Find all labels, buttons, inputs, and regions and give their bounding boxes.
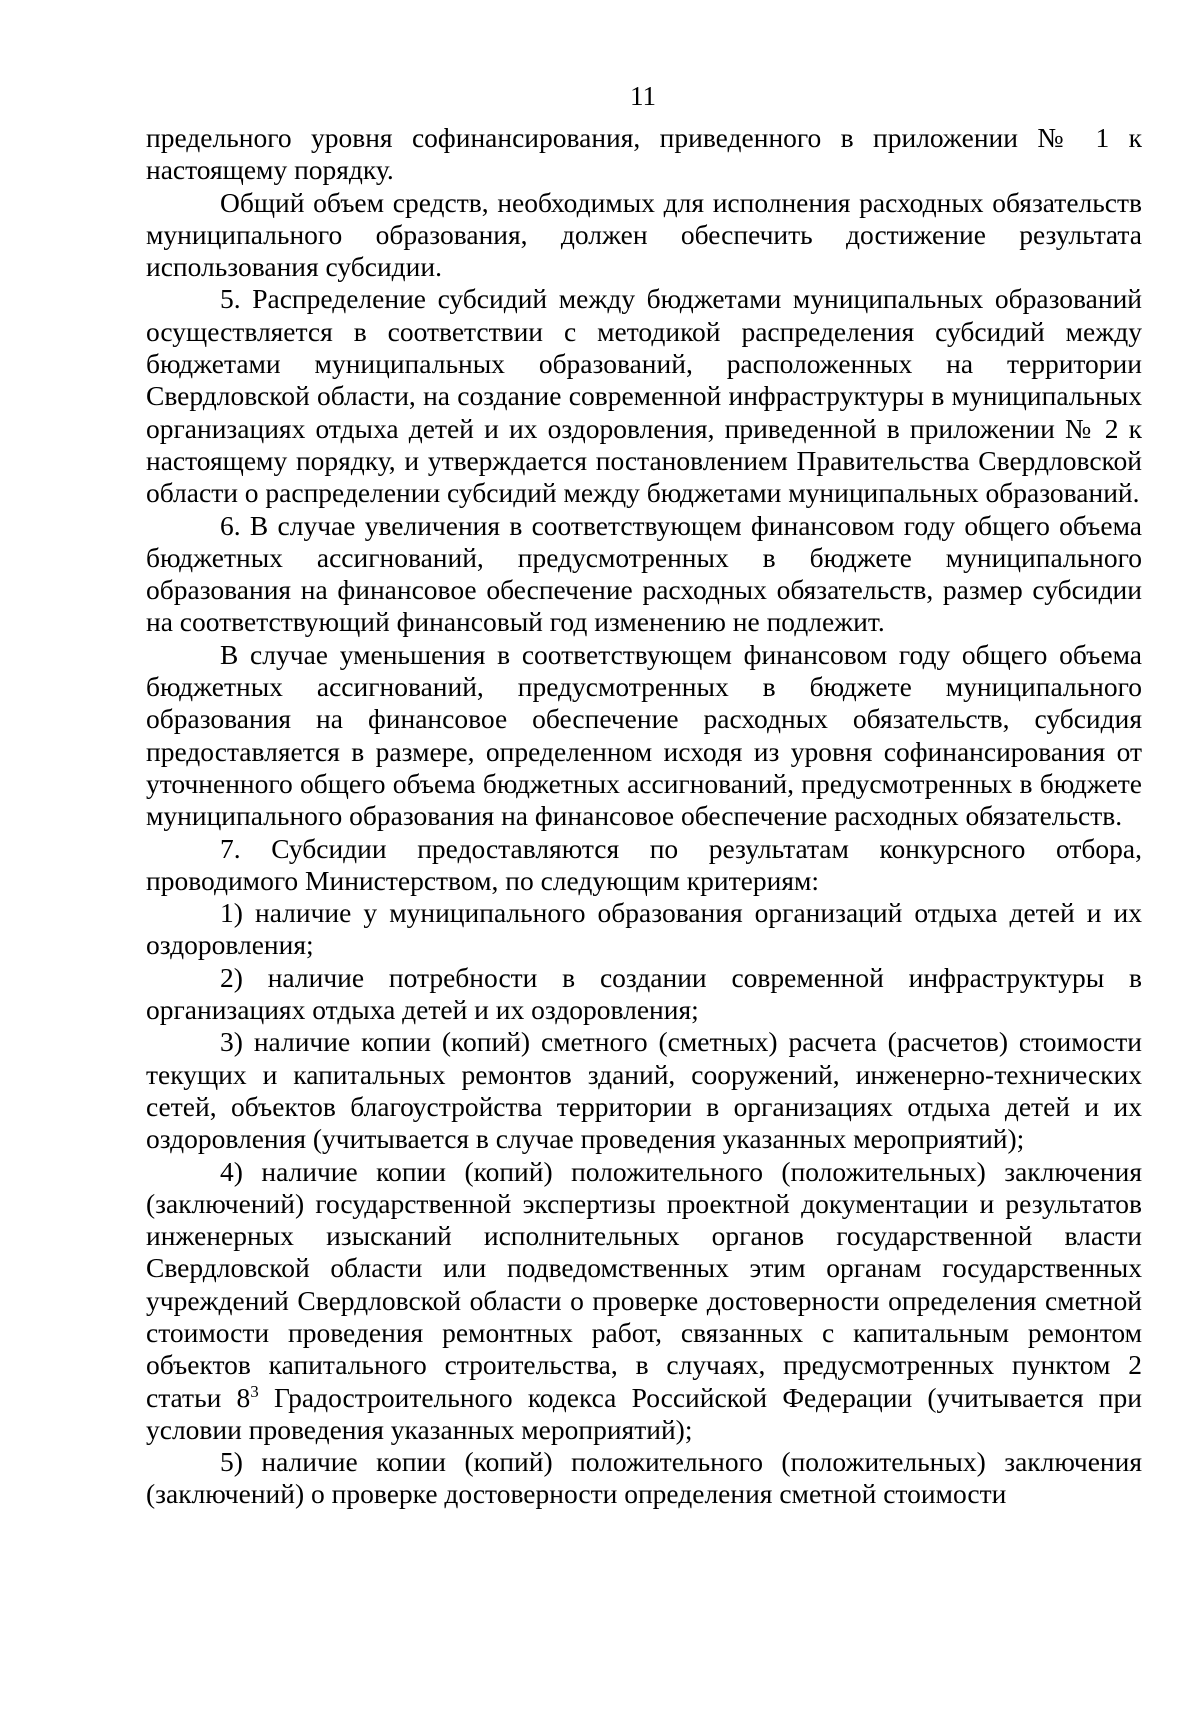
criterion-1: 1) наличие у муниципального образования организаций отдыха детей и их оздоровления; — [146, 897, 1142, 961]
article-superscript: 3 — [250, 1381, 259, 1401]
document-body — [146, 122, 1142, 1511]
criterion-2: 2) наличие потребности в создании современной инфраструктуры в организациях отдыха детей и их оздоровления; — [146, 961, 1142, 1026]
criterion-4-text: 4) наличие копии (копий) положительного (положительных) заключения (заключений) государственной экспертизы проектной документации и результатов инженерных изысканий исполнительных органов государственной власти Свердловской области или подведомственных этим органам государственных учреждений Свердловской области о проверке достоверности определения сметной стоимости проведения ремонтных работ, связанных с капитальным ремонтом объектов капитального строительства, в случаях, предусмотренных пунктом 2 статьи 8 — [146, 1155, 1142, 1413]
criterion-5: 5) наличие копии (копий) положительного (положительных) заключения (заключений) о проверке достоверности определения сметной стоимости — [146, 1446, 1142, 1510]
paragraph-total-volume: Общий объем средств, необходимых для исполнения расходных обязательств муниципального образования, должен обеспечить достижение результата использования субсидии. — [146, 186, 1142, 283]
criterion-3: 3) наличие копии (копий) сметного (сметных) расчета (расчетов) стоимости текущих и капитальных ремонтов зданий, сооружений, инженерно-технических сетей, объектов благоустройства территории в организациях отдыха детей и их оздоровления (учитывается в случае проведения указанных мероприятий); — [146, 1026, 1142, 1155]
page-number: 11 — [630, 81, 656, 111]
criterion-4-text-end: Градостроительного кодекса Российской Федерации (учитывается при условии проведения указанных мероприятий); — [146, 1381, 1142, 1445]
paragraph-item-6: 6. В случае увеличения в соответствующем финансовом году общего объема бюджетных ассигнований, предусмотренных в бюджете муниципального образования на финансовое обеспечение расходных обязательств, размер субсидии на соответствующий финансовый год изменению не подлежит. — [146, 509, 1142, 638]
criterion-4 — [146, 1156, 1142, 1447]
paragraph-item-6-reduction: В случае уменьшения в соответствующем финансовом году общего объема бюджетных ассигнований, предусмотренных в бюджете муниципального образования на финансовое обеспечение расходных обязательств, субсидия предоставляется в размере, определенном исходя из уровня софинансирования от уточненного общего объема бюджетных ассигнований, предусмотренных в бюджете муниципального образования на финансовое обеспечение расходных обязательств. — [146, 638, 1142, 832]
paragraph-item-5: 5. Распределение субсидий между бюджетами муниципальных образований осуществляется в соответствии с методикой распределения субсидий между бюджетами муниципальных образований, расположенных на территории Свердловской области, на создание современной инфраструктуры в муниципальных организациях отдыха детей и их оздоровления, приведенной в приложении № 2 к настоящему порядку, и утверждается постановлением Правительства Свердловской области о распределении субсидий между бюджетами муниципальных образований. — [146, 283, 1142, 509]
paragraph-item-7: 7. Субсидии предоставляются по результатам конкурсного отбора, проводимого Министерством, по следующим критериям: — [146, 832, 1142, 896]
paragraph-continuation: предельного уровня софинансирования, приведенного в приложении № 1 к настоящему порядку. — [146, 122, 1142, 186]
